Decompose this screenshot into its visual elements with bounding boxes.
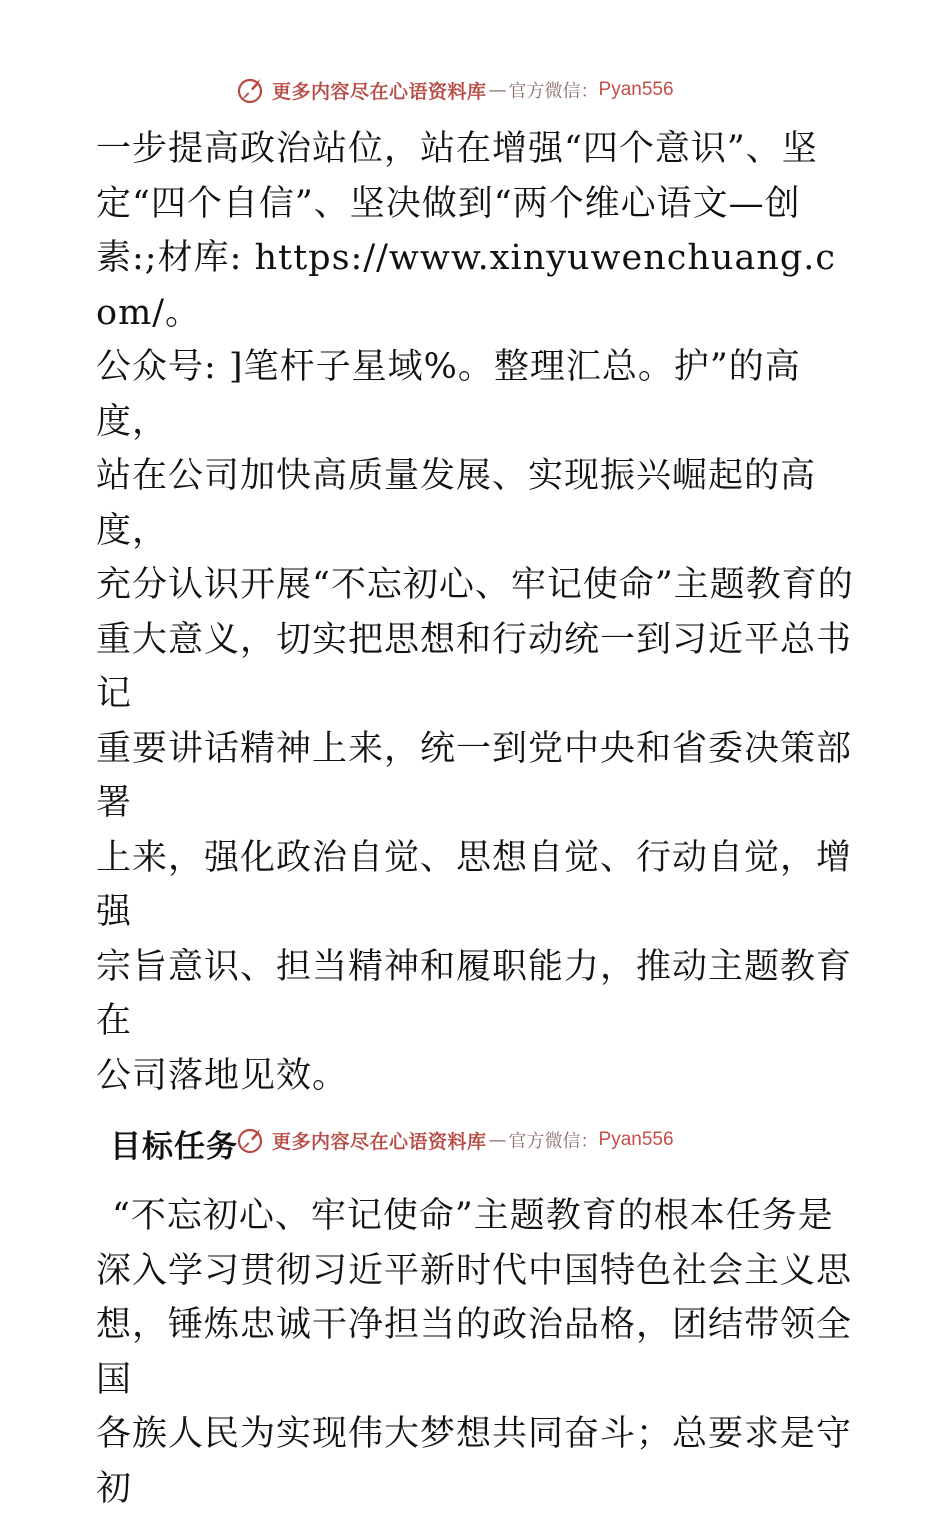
paragraph-line: 各族人民为实现伟大梦想共同奋斗；总要求是守初 bbox=[96, 1414, 853, 1509]
watermark-label: 官方微信： bbox=[508, 1131, 599, 1152]
header-watermark bbox=[236, 72, 756, 108]
paragraph-line: 公众号: ]笔杆子星域%。整理汇总。护”的高度， bbox=[96, 347, 801, 442]
watermark-label: 官方微信： bbox=[508, 81, 599, 102]
watermark-separator: — bbox=[488, 79, 507, 101]
paragraph-line: 素:;材库: https://www.xinyuwenchuang.com/。 bbox=[96, 238, 836, 333]
quill-pen-circle-icon bbox=[236, 75, 266, 105]
paragraph-line: 公司落地见效。 bbox=[96, 1055, 349, 1096]
paragraph-line: 充分认识开展“不忘初心、牢记使命”主题教育的 bbox=[96, 565, 854, 605]
paragraph-line: 一步提高政治站位，站在增强“四个意识”、坚 bbox=[96, 129, 818, 169]
paragraph-line: 重要讲话精神上来，统一到党中央和省委决策部署 bbox=[96, 728, 853, 823]
paragraph-line: 定“四个自信”、坚决做到“两个维心语文—创 bbox=[96, 183, 801, 224]
section-heading: 目标任务 bbox=[110, 1129, 238, 1165]
watermark-separator: — bbox=[488, 1129, 507, 1151]
footer-watermark bbox=[236, 1122, 756, 1158]
watermark-id: Pyan556 bbox=[598, 1129, 674, 1150]
document-body bbox=[96, 122, 856, 1516]
paragraph-line: 重大意义，切实把思想和行动统一到习近平总书记 bbox=[96, 619, 853, 714]
watermark-title: 更多内容尽在心语资料库 bbox=[272, 80, 487, 103]
paragraph-line: “不忘初心、牢记使命”主题教育的根本任务是 bbox=[112, 1196, 834, 1236]
paragraph-1 bbox=[96, 122, 856, 1103]
paragraph-line: 想，锤炼忠诚干净担当的政治品格，团结带领全国 bbox=[96, 1305, 853, 1400]
quill-pen-circle-icon bbox=[236, 1125, 266, 1155]
paragraph-line: 上来，强化政治自觉、思想自觉、行动自觉，增强 bbox=[96, 837, 853, 932]
paragraph-line: 深入学习贯彻习近平新时代中国特色社会主义思 bbox=[96, 1250, 853, 1291]
paragraph-line: 站在公司加快高质量发展、实现振兴崛起的高度， bbox=[96, 456, 817, 551]
paragraph-2 bbox=[96, 1189, 856, 1516]
paragraph-line: 宗旨意识、担当精神和履职能力，推动主题教育在 bbox=[96, 946, 853, 1041]
watermark-id: Pyan556 bbox=[598, 79, 674, 100]
watermark-title: 更多内容尽在心语资料库 bbox=[272, 1130, 487, 1153]
